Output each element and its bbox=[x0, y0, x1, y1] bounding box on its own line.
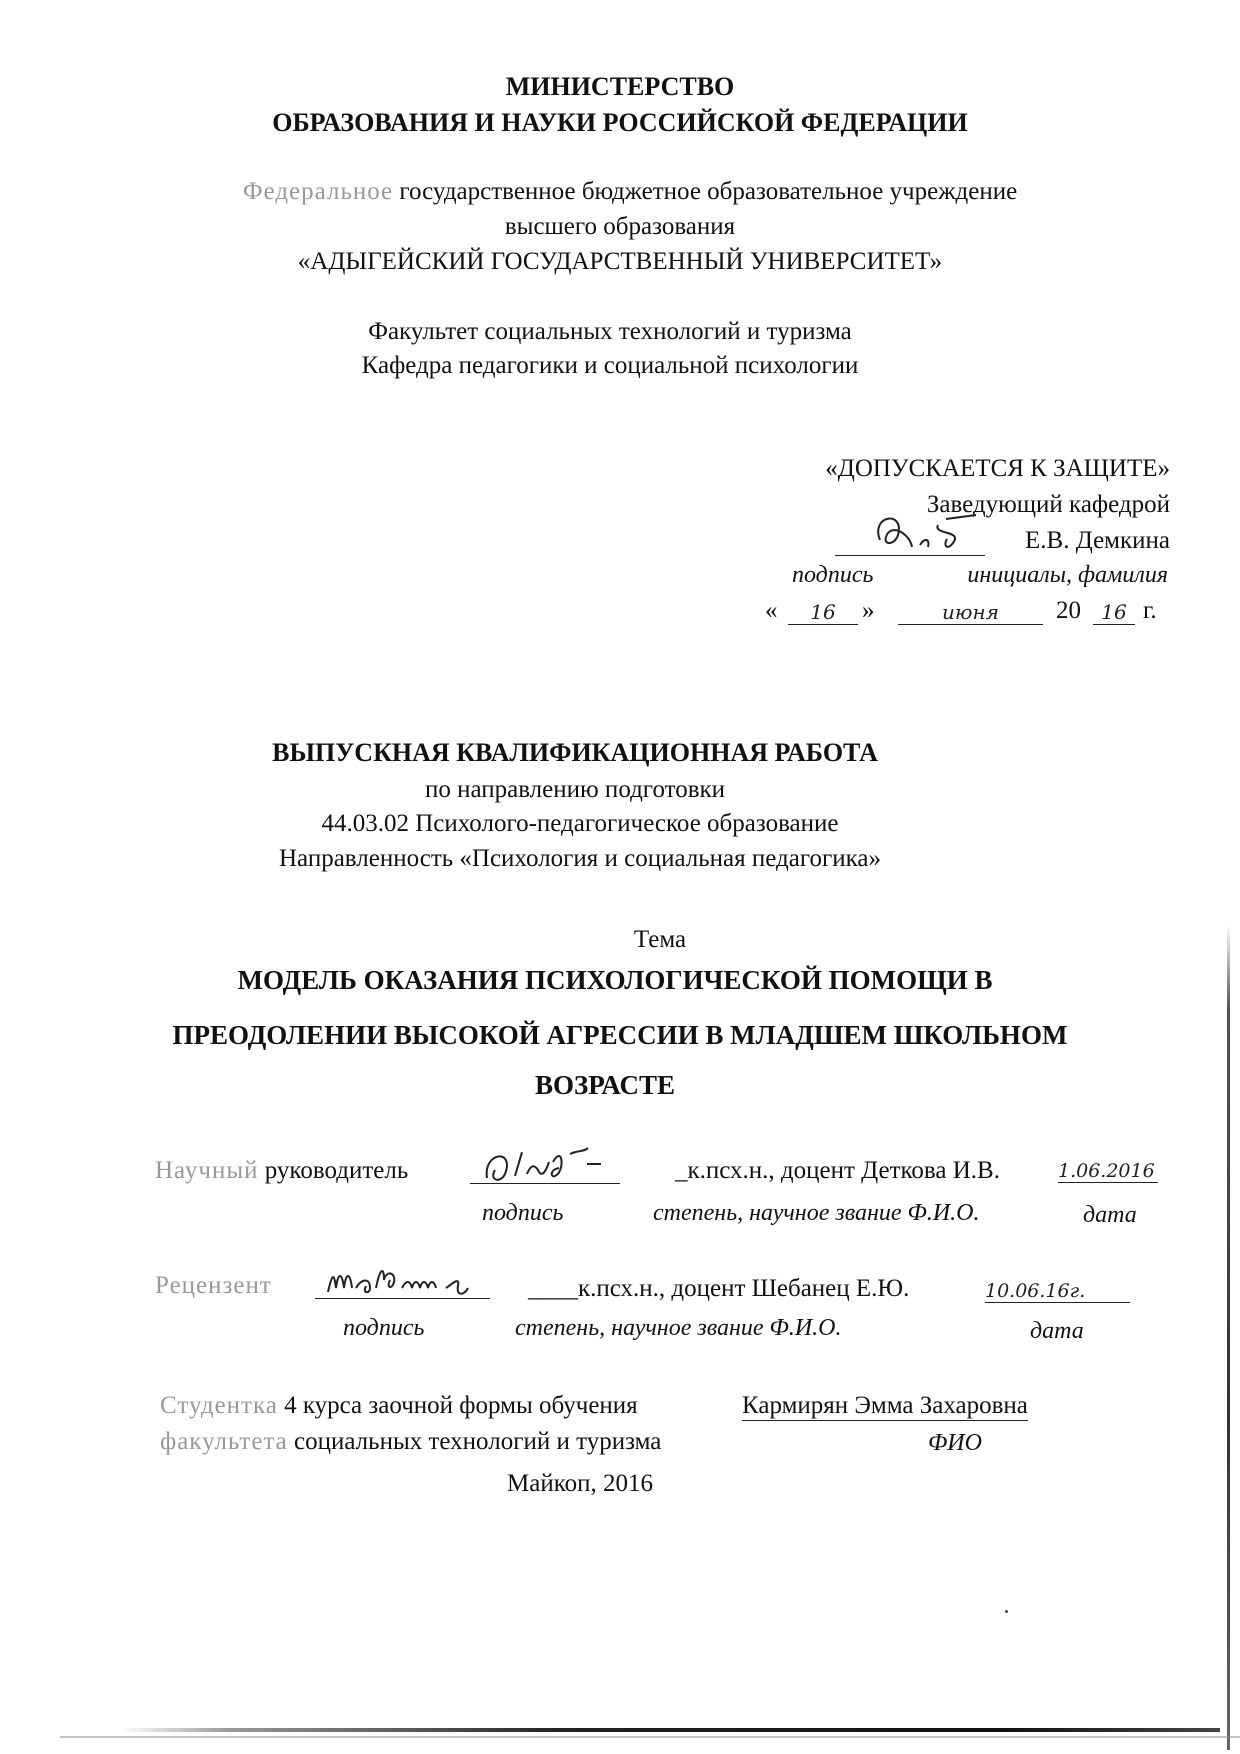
institution-type-rest: государственное бюджетное образовательное учреждение bbox=[393, 178, 1018, 205]
direction-code: 44.03.02 Психолого-педагогическое образование bbox=[321, 810, 839, 837]
student-line1 bbox=[160, 1392, 638, 1420]
institution-type bbox=[10, 178, 1240, 206]
scan-edge-bottom-shadow bbox=[60, 1736, 1240, 1738]
scan-edge-bottom bbox=[120, 1728, 1220, 1732]
approval-date-close: » bbox=[862, 597, 875, 624]
education-level: высшего образования bbox=[504, 213, 736, 240]
student-line2-cut: факультета bbox=[160, 1428, 288, 1455]
ministry-line2: ОБРАЗОВАНИЯ И НАУКИ РОССИЙСКОЙ ФЕДЕРАЦИИ bbox=[272, 108, 968, 137]
supervisor-label-rest: руководитель bbox=[258, 1157, 409, 1184]
supervisor-credentials: _к.псх.н., доцент Деткова И.В. bbox=[675, 1157, 1000, 1184]
work-type: ВЫПУСКНАЯ КВАЛИФИКАЦИОННАЯ РАБОТА bbox=[272, 738, 878, 767]
reviewer-caption-signature: подпись bbox=[343, 1315, 425, 1341]
topic-line1: МОДЕЛЬ ОКАЗАНИЯ ПСИХОЛОГИЧЕСКОЙ ПОМОЩИ В bbox=[237, 965, 993, 995]
supervisor-handwritten-date: 1.06.2016 bbox=[1058, 1160, 1158, 1183]
scan-edge-right bbox=[1227, 925, 1230, 1750]
approval-name: Е.В. Демкина bbox=[1025, 527, 1170, 554]
direction-label: по направлению подготовки bbox=[424, 776, 726, 803]
approval-date-open: « bbox=[765, 597, 778, 624]
scan-dot bbox=[1005, 1610, 1008, 1613]
reviewer-label-cut: Рецензент bbox=[155, 1272, 272, 1299]
approval-date-month: июня bbox=[898, 600, 1043, 625]
supervisor-caption-title: степень, научное звание Ф.И.О. bbox=[653, 1200, 980, 1226]
approval-year-prefix: 20 bbox=[1056, 597, 1081, 624]
supervisor-label-cut: Научный bbox=[155, 1157, 259, 1184]
reviewer-caption-date: дата bbox=[1030, 1318, 1084, 1344]
approval-caption-name: инициалы, фамилия bbox=[967, 562, 1168, 588]
reviewer-credentials: ____к.псх.н., доцент Шебанец Е.Ю. bbox=[528, 1275, 910, 1302]
topic-label: Тема bbox=[633, 926, 687, 953]
student-line1-cut: Студентка bbox=[160, 1392, 278, 1419]
reviewer-label bbox=[155, 1272, 272, 1300]
student-name: Кармирян Эмма Захаровна bbox=[742, 1392, 1028, 1419]
student-line1-rest: 4 курса заочной формы обучения bbox=[277, 1392, 638, 1419]
student-line2 bbox=[160, 1428, 661, 1456]
signature-demkina-icon bbox=[850, 505, 990, 560]
supervisor-label bbox=[155, 1157, 408, 1185]
topic-line2: ПРЕОДОЛЕНИИ ВЫСОКОЙ АГРЕССИИ В МЛАДШЕМ ШКОЛЬНОМ bbox=[172, 1020, 1068, 1050]
topic-line3: ВОЗРАСТЕ bbox=[535, 1070, 675, 1100]
institution-type-cut: Федеральное bbox=[242, 178, 394, 205]
reviewer-caption-title: степень, научное звание Ф.И.О. bbox=[515, 1315, 842, 1341]
student-caption-name: ФИО bbox=[928, 1430, 982, 1456]
department-name: Кафедра педагогики и социальной психологии bbox=[361, 352, 859, 379]
approval-caption-signature: подпись bbox=[792, 562, 874, 588]
approval-heading: «ДОПУСКАЕТСЯ К ЗАЩИТЕ» bbox=[825, 455, 1170, 482]
city-year: Майкоп, 2016 bbox=[507, 1470, 653, 1497]
supervisor-caption-date: дата bbox=[1083, 1202, 1137, 1228]
university-name: «АДЫГЕЙСКИЙ ГОСУДАРСТВЕННЫЙ УНИВЕРСИТЕТ» bbox=[297, 248, 943, 275]
faculty-name: Факультет социальных технологий и туризма bbox=[368, 318, 852, 345]
approval-year-suffix: 16 bbox=[1093, 600, 1135, 625]
approval-date-day: 16 bbox=[788, 600, 858, 625]
signature-detkova-icon bbox=[475, 1140, 625, 1190]
ministry-line1: МИНИСТЕРСТВО bbox=[505, 72, 735, 101]
reviewer-handwritten-date: 10.06.16г. bbox=[985, 1280, 1130, 1303]
supervisor-caption-signature: подпись bbox=[482, 1200, 564, 1226]
approval-year-unit: г. bbox=[1143, 597, 1157, 624]
signature-shebanets-icon bbox=[318, 1258, 488, 1303]
approval-role: Заведующий кафедрой bbox=[926, 491, 1170, 518]
work-profile: Направленность «Психология и социальная педагогика» bbox=[279, 845, 881, 872]
student-line2-rest: социальных технологий и туризма bbox=[287, 1428, 662, 1455]
